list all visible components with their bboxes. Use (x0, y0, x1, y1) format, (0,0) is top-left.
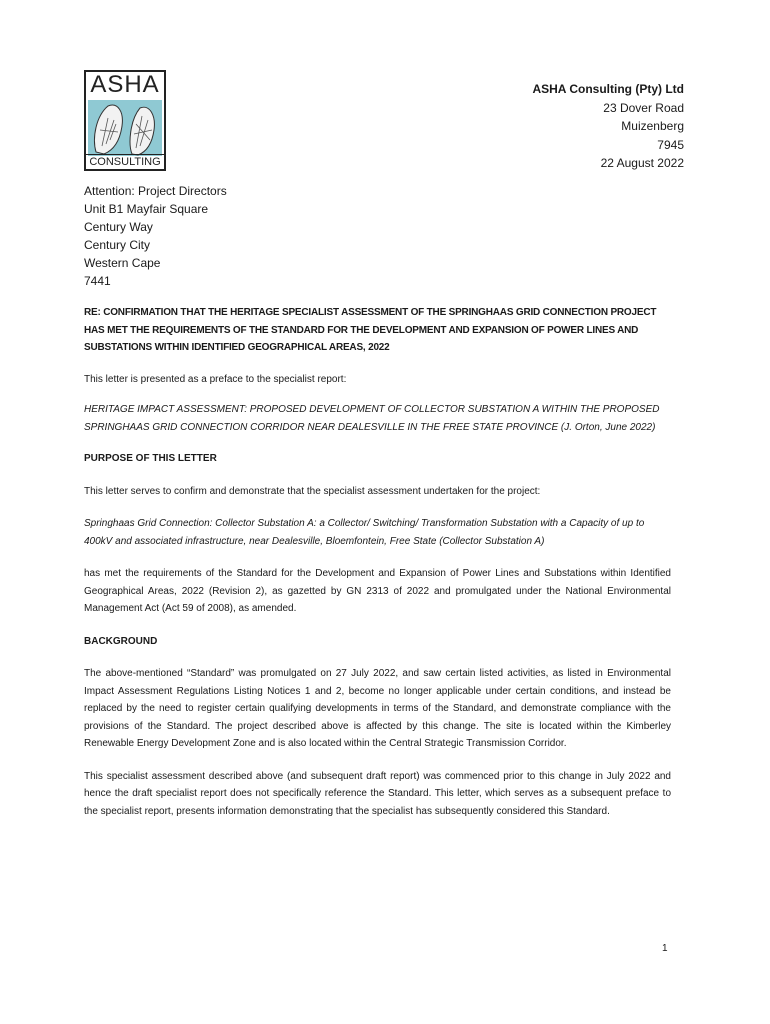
recipient-line: Century Way (84, 220, 153, 234)
project-description: Springhaas Grid Connection: Collector Substation A: a Collector/ Switching/ Transformation Substation with a Capacity of up to 400kV and associated infrastructure, near Dealesville, Bloemfontein, Free State (Collector Substation A) (84, 518, 645, 547)
recipient-line: Western Cape (84, 256, 161, 270)
subject-line: RE: CONFIRMATION THAT THE HERITAGE SPECIALIST ASSESSMENT OF THE SPRINGHAAS GRID CONNECTION PROJECT HAS MET THE REQUIREMENTS OF THE STANDARD FOR THE DEVELOPMENT AND EXPANSION OF POWER LINES AND SUBSTATIONS WITHIN IDENTIFIED GEOGRAPHICAL AREAS, 2022 (84, 307, 657, 353)
purpose-text: This letter serves to confirm and demonstrate that the specialist assessment undertaken for the project: (84, 485, 541, 497)
logo-bottom-text: CONSULTING (86, 154, 164, 169)
compliance-text: has met the requirements of the Standard for the Development and Expansion of Power Lines and Substations within Identified Geographical Areas, 2022 (Revision 2), as gazetted by GN 2313 of 2022 and promulgated under the National Environmental Management Act (Act 59 of 2008), as amended. (84, 568, 671, 614)
background-heading: BACKGROUND (84, 635, 158, 647)
stone-tools-icon (88, 100, 162, 156)
recipient-address (84, 182, 227, 290)
sender-company: ASHA Consulting (Pty) Ltd (532, 82, 684, 96)
letter-date: 22 August 2022 (600, 156, 684, 170)
purpose-heading: PURPOSE OF THIS LETTER (84, 453, 217, 464)
recipient-line: Century City (84, 238, 151, 252)
background-paragraph-2: This specialist assessment described above (and subsequent draft report) was commenced prior to this change in July 2022 and hence the draft specialist report does not specifically reference the Standard. This letter, which serves as a subsequent preface to the specialist report, presents information demonstrating that the specialist has subsequently considered this Standard. (84, 770, 671, 817)
sender-address (532, 80, 684, 173)
background-paragraph-1: The above-mentioned “Standard” was promulgated on 27 July 2022, and saw certain listed activities, as listed in Environmental Impact Assessment Regulations Listing Notices 1 and 2, become no longer applicable under certain conditions, and instead be replaced by the need to register certain qualifying developments in terms of the Standard, and demonstrate compliance with the provisions of the Standard. The project described above is affected by this change. The site is located within the Kimberley Renewable Energy Development Zone and is also located within the Central Strategic Transmission Corridor. (84, 668, 671, 749)
preface-intro: This letter is presented as a preface to the specialist report: (84, 373, 347, 385)
sender-postcode: 7945 (657, 137, 684, 152)
recipient-line: 7441 (84, 274, 111, 288)
logo-top-text: ASHA (90, 71, 160, 98)
sender-street: 23 Dover Road (603, 100, 684, 115)
report-title: HERITAGE IMPACT ASSESSMENT: PROPOSED DEVELOPMENT OF COLLECTOR SUBSTATION A WITHIN THE PROPOSED SPRINGHAAS GRID CONNECTION CORRIDOR NEAR DEALESVILLE IN THE FREE STATE PROVINCE (J. Orton, June 2022) (84, 404, 660, 433)
asha-logo (84, 70, 166, 171)
recipient-attention: Attention: Project Directors (84, 184, 227, 198)
letter-body (84, 304, 671, 820)
recipient-line: Unit B1 Mayfair Square (84, 202, 209, 216)
page-number: 1 (662, 943, 668, 954)
sender-suburb: Muizenberg (621, 119, 684, 133)
